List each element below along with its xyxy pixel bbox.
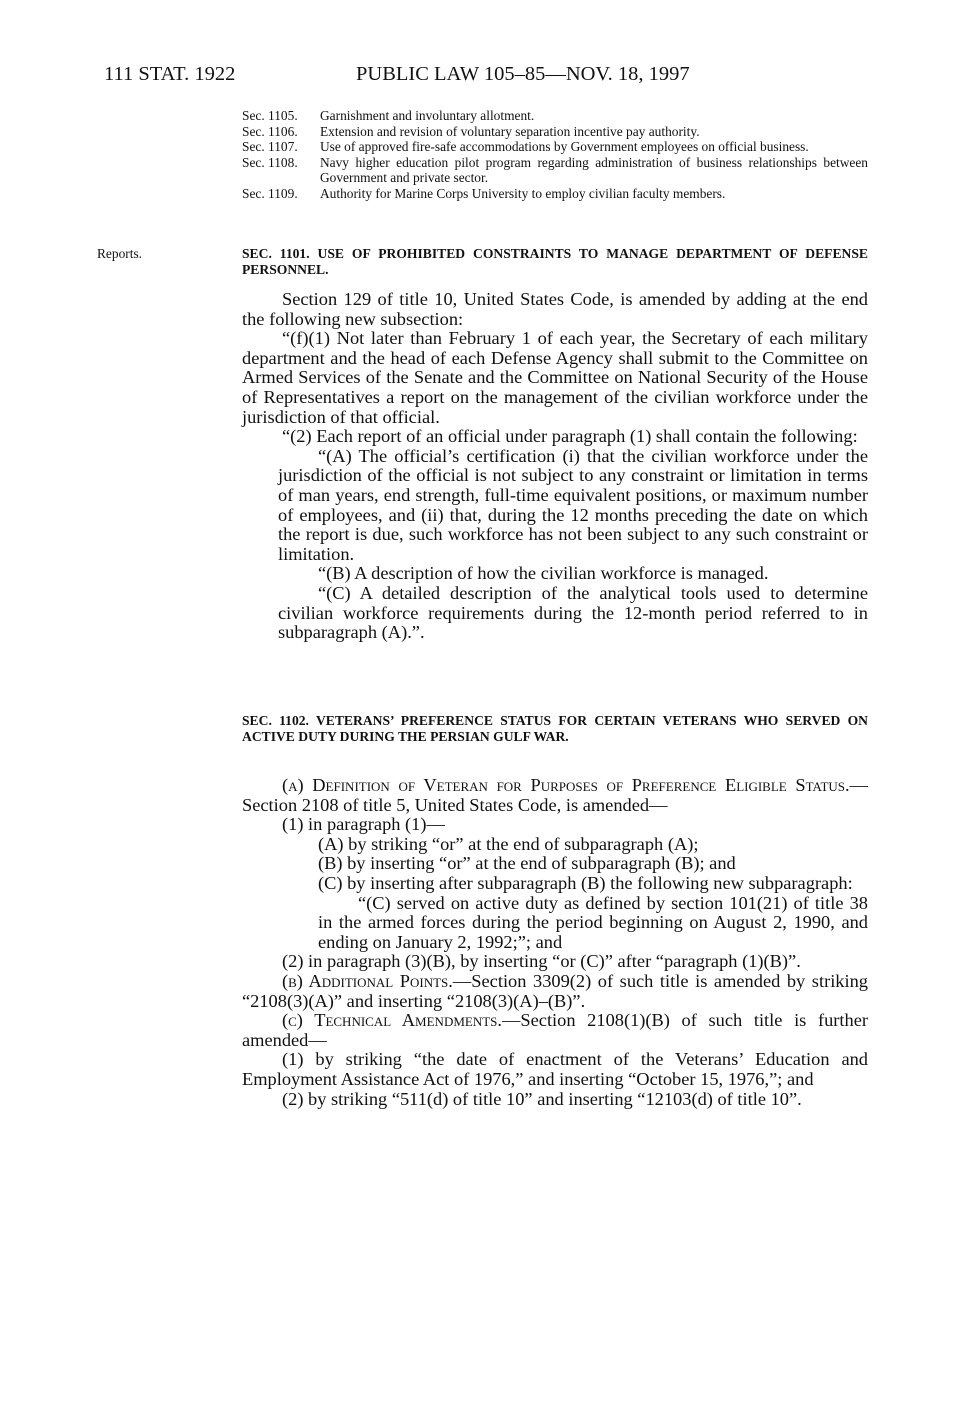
margin-note-reports: Reports.: [97, 246, 143, 261]
section-1102-body: [242, 776, 868, 1109]
section-heading-text: SEC. 1102. VETERANS’ PREFERENCE STATUS FOR CERTAIN VETERANS WHO SERVED ON ACTIVE DUTY DURING THE PERSIAN GULF WAR.: [242, 713, 868, 744]
subparagraph-a1b: (B) by inserting “or” at the end of subparagraph (B); and: [318, 853, 736, 874]
toc-number: Sec. 1105.: [242, 108, 298, 123]
section-1101-heading: [242, 246, 868, 278]
subsection-c-text: —Section 2108(1)(B) of such title is further amended—: [242, 1010, 868, 1050]
toc-text: Garnishment and involuntary allotment.: [320, 108, 535, 123]
toc-number: Sec. 1109.: [242, 185, 298, 201]
paragraph-a2: (2) in paragraph (3)(B), by inserting “or (C)” after “paragraph (1)(B)”.: [282, 951, 801, 972]
subparagraph-a: “(A) The official’s certification (i) that the civilian workforce under the jurisdiction of the official is not subject to any constraint or limitation in terms of man years, end strength, full-time equivalent positions, or maximum number of employees, and (ii) that, during the 12 months preceding the date on which the report is due, such workforce has not been subject to any such constraint or limitation.: [278, 445, 868, 564]
paragraph-a1: (1) in paragraph (1)—: [282, 814, 445, 835]
subsection-f1: “(f)(1) Not later than February 1 of each year, the Secretary of each military department and the head of each Defense Agency shall submit to the Committee on Armed Services of the Senate and the Committee on National Security of the House of Representatives a report on the management of the civilian workforce under the jurisdiction of that official.: [242, 328, 868, 427]
paragraph-c2: (2) by striking “511(d) of title 10” and inserting “12103(d) of title 10”.: [282, 1088, 802, 1109]
toc-entry: [242, 124, 868, 140]
subsection-b-text: —Section 3309(2) of such title is amended by striking “2108(3)(A)” and inserting “2108(3)(A)–(B)”.: [242, 970, 868, 1011]
subsection-b: [242, 972, 868, 1011]
subparagraph-c: “(C) A detailed description of the analytical tools used to determine civilian workforce requirements during the 12-month period referred to in subparagraph (A).”.: [278, 582, 868, 643]
toc-number: Sec. 1106.: [242, 123, 298, 139]
paragraph-2: “(2) Each report of an official under paragraph (1) shall contain the following:: [282, 426, 858, 447]
subsection-a-text: —Section 2108 of title 5, United States Code, is amended—: [242, 775, 868, 815]
stat-citation: 111 STAT. 1922: [104, 63, 236, 85]
quoted-subparagraph-c: “(C) served on active duty as defined by section 101(21) of title 38 in the armed forces during the period beginning on August 2, 1990, and ending on January 2, 1992;”; and: [318, 892, 868, 952]
subsection-b-heading: (b) Additional Points.: [282, 970, 453, 991]
subsection-a: [242, 776, 868, 815]
table-of-contents: [242, 108, 868, 202]
subsection-a-heading: (a) Definition of Veteran for Purposes of Preference Eligible Status.: [282, 775, 850, 795]
toc-text: Authority for Marine Corps University to employ civilian faculty members.: [320, 185, 726, 201]
subparagraph-b: “(B) A description of how the civilian workforce is managed.: [318, 563, 769, 584]
toc-text: Navy higher education pilot program regarding administration of business relationships between Government and private sector.: [320, 154, 868, 186]
toc-entry: [242, 108, 868, 124]
section-1102-heading: [242, 713, 868, 745]
public-law-line: PUBLIC LAW 105–85—NOV. 18, 1997: [356, 63, 690, 85]
subsection-c-heading: (c) Technical Amendments.: [282, 1010, 502, 1031]
section-1101-body: [242, 290, 868, 643]
toc-number: Sec. 1107.: [242, 139, 298, 155]
toc-entry: [242, 139, 868, 155]
section-heading-text: SEC. 1101. USE OF PROHIBITED CONSTRAINTS TO MANAGE DEPARTMENT OF DEFENSE PERSONNEL.: [242, 246, 868, 277]
paragraph-c1: (1) by striking “the date of enactment of the Veterans’ Education and Employment Assistance Act of 1976,” and inserting “October 15, 1976,”; and: [242, 1049, 868, 1089]
subparagraph-a1c: (C) by inserting after subparagraph (B) the following new subparagraph:: [318, 872, 853, 893]
subsection-c: [242, 1011, 868, 1050]
toc-number: Sec. 1108.: [242, 154, 298, 170]
subparagraph-a1a: (A) by striking “or” at the end of subparagraph (A);: [318, 833, 699, 854]
toc-text: Use of approved fire-safe accommodations by Government employees on official business.: [320, 139, 809, 155]
toc-entry: [242, 155, 868, 186]
toc-entry: [242, 186, 868, 202]
toc-text: Extension and revision of voluntary separation incentive pay authority.: [320, 123, 700, 139]
section-intro: Section 129 of title 10, United States Code, is amended by adding at the end the following new subsection:: [242, 289, 868, 329]
